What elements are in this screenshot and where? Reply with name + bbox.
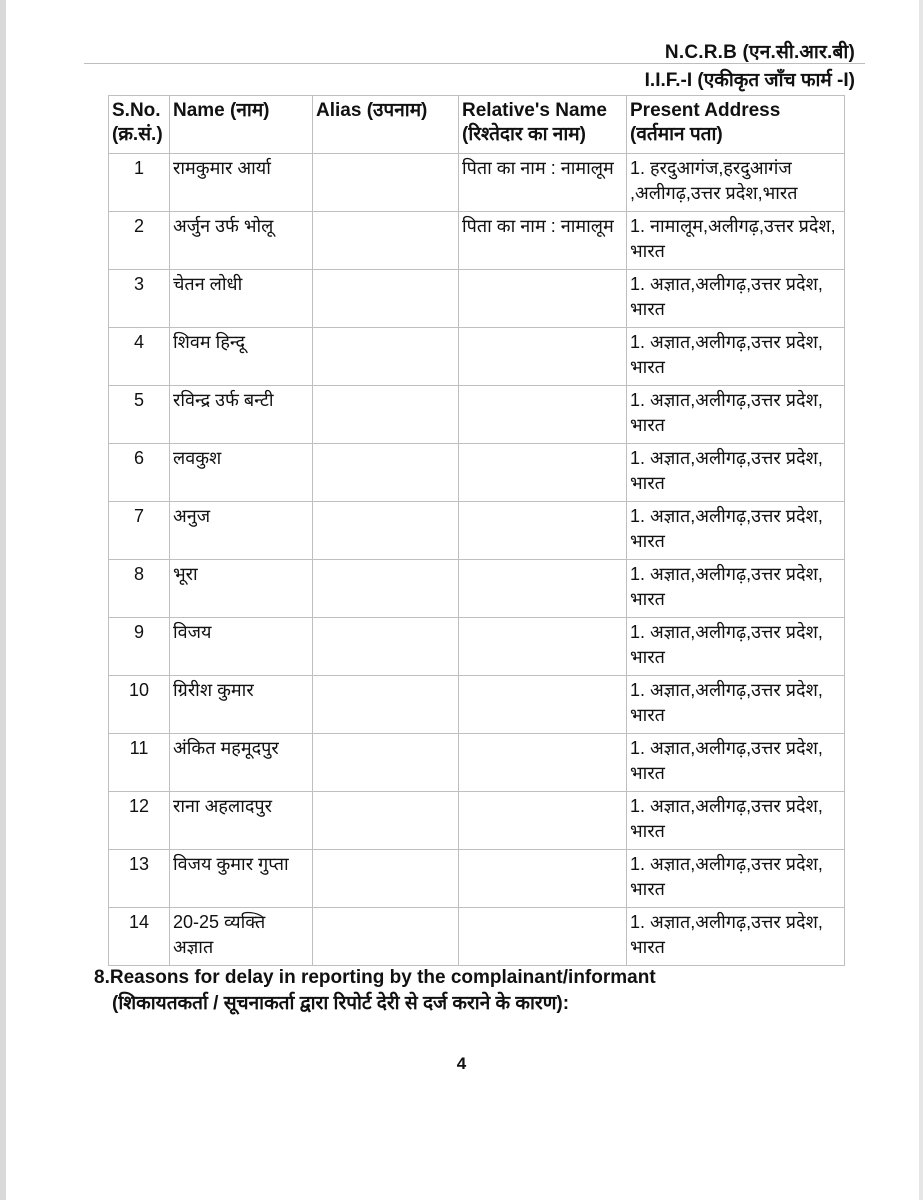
cell-sno: 8 (109, 560, 170, 618)
cell-alias (313, 618, 459, 676)
cell-name: 20-25 व्यक्ति अज्ञात (170, 908, 313, 966)
scan-border-left (0, 0, 6, 1200)
cell-relative (459, 734, 627, 792)
scan-border-right (919, 0, 923, 1200)
col-header-name (170, 96, 313, 154)
cell-sno: 6 (109, 444, 170, 502)
cell-sno: 4 (109, 328, 170, 386)
table-row (109, 212, 845, 270)
col-header-name-en: Name (नाम) (173, 100, 270, 121)
cell-sno: 9 (109, 618, 170, 676)
table-row (109, 154, 845, 212)
header-divider (84, 63, 865, 64)
cell-relative (459, 618, 627, 676)
cell-alias (313, 444, 459, 502)
cell-address: 1. अज्ञात,अलीगढ़,उत्तर प्रदेश, भारत (627, 618, 845, 676)
col-header-alias-en: Alias (उपनाम) (316, 100, 428, 121)
table-row (109, 734, 845, 792)
cell-relative: पिता का नाम : नामालूम (459, 212, 627, 270)
cell-relative (459, 386, 627, 444)
cell-alias (313, 908, 459, 966)
col-header-sno (109, 96, 170, 154)
cell-sno: 12 (109, 792, 170, 850)
cell-name: विजय (170, 618, 313, 676)
cell-relative (459, 502, 627, 560)
cell-sno: 7 (109, 502, 170, 560)
table-row (109, 386, 845, 444)
cell-address: 1. अज्ञात,अलीगढ़,उत्तर प्रदेश, भारत (627, 270, 845, 328)
cell-relative (459, 676, 627, 734)
col-header-address (627, 96, 845, 154)
header-form-title: I.I.F.-I (एकीकृत जाँच फार्म -I) (644, 70, 855, 91)
col-header-relative (459, 96, 627, 154)
col-header-address-en: Present Address (630, 100, 781, 121)
col-header-sno-hi: (क्र.सं.) (112, 124, 163, 145)
cell-address: 1. अज्ञात,अलीगढ़,उत्तर प्रदेश, भारत (627, 676, 845, 734)
cell-sno: 14 (109, 908, 170, 966)
table-row (109, 270, 845, 328)
cell-name: लवकुश (170, 444, 313, 502)
section-8 (94, 965, 656, 1017)
section-8-subtitle: (शिकायतकर्ता / सूचनाकर्ता द्वारा रिपोर्ट देरी से दर्ज कराने के कारण): (112, 993, 570, 1014)
cell-name: अंकित महमूदपुर (170, 734, 313, 792)
cell-address: 1. अज्ञात,अलीगढ़,उत्तर प्रदेश, भारत (627, 502, 845, 560)
cell-address: 1. अज्ञात,अलीगढ़,उत्तर प्रदेश, भारत (627, 328, 845, 386)
cell-relative (459, 850, 627, 908)
cell-address: 1. हरदुआगंज,हरदुआगंज ,अलीगढ़,उत्तर प्रदेश,भारत (627, 154, 845, 212)
cell-alias (313, 154, 459, 212)
cell-address: 1. अज्ञात,अलीगढ़,उत्तर प्रदेश, भारत (627, 850, 845, 908)
cell-alias (313, 676, 459, 734)
table-row (109, 676, 845, 734)
section-8-title: 8.Reasons for delay in reporting by the complainant/informant (94, 967, 656, 988)
cell-alias (313, 792, 459, 850)
cell-sno: 2 (109, 212, 170, 270)
cell-address: 1. अज्ञात,अलीगढ़,उत्तर प्रदेश, भारत (627, 560, 845, 618)
cell-name: चेतन लोधी (170, 270, 313, 328)
table-row (109, 792, 845, 850)
col-header-relative-hi: (रिश्तेदार का नाम) (462, 124, 586, 145)
cell-relative: पिता का नाम : नामालूम (459, 154, 627, 212)
accused-table (108, 95, 845, 966)
cell-sno: 13 (109, 850, 170, 908)
header-ncrb: N.C.R.B (एन.सी.आर.बी) (664, 42, 855, 63)
cell-address: 1. नामालूम,अलीगढ़,उत्तर प्रदेश, भारत (627, 212, 845, 270)
cell-address: 1. अज्ञात,अलीगढ़,उत्तर प्रदेश, भारत (627, 386, 845, 444)
table-row (109, 502, 845, 560)
cell-alias (313, 212, 459, 270)
cell-relative (459, 270, 627, 328)
cell-alias (313, 328, 459, 386)
cell-alias (313, 386, 459, 444)
cell-alias (313, 850, 459, 908)
cell-relative (459, 908, 627, 966)
col-header-sno-en: S.No. (112, 100, 161, 121)
cell-relative (459, 328, 627, 386)
cell-sno: 10 (109, 676, 170, 734)
cell-name: भूरा (170, 560, 313, 618)
cell-alias (313, 502, 459, 560)
col-header-address-hi: (वर्तमान पता) (630, 124, 723, 145)
cell-relative (459, 444, 627, 502)
cell-sno: 3 (109, 270, 170, 328)
col-header-alias (313, 96, 459, 154)
cell-name: अनुज (170, 502, 313, 560)
cell-address: 1. अज्ञात,अलीगढ़,उत्तर प्रदेश, भारत (627, 792, 845, 850)
table-row (109, 618, 845, 676)
cell-name: अर्जुन उर्फ भोलू (170, 212, 313, 270)
cell-address: 1. अज्ञात,अलीगढ़,उत्तर प्रदेश, भारत (627, 734, 845, 792)
cell-address: 1. अज्ञात,अलीगढ़,उत्तर प्रदेश, भारत (627, 444, 845, 502)
cell-relative (459, 792, 627, 850)
cell-alias (313, 560, 459, 618)
cell-name: राना अहलादपुर (170, 792, 313, 850)
cell-name: शिवम हिन्दू (170, 328, 313, 386)
table-row (109, 850, 845, 908)
page-number: 4 (456, 1054, 467, 1073)
cell-alias (313, 734, 459, 792)
cell-name: विजय कुमार गुप्ता (170, 850, 313, 908)
col-header-relative-en: Relative's Name (462, 100, 607, 121)
cell-name: रविन्द्र उर्फ बन्टी (170, 386, 313, 444)
cell-sno: 1 (109, 154, 170, 212)
cell-alias (313, 270, 459, 328)
table-row (109, 328, 845, 386)
cell-sno: 5 (109, 386, 170, 444)
cell-name: रामकुमार आर्या (170, 154, 313, 212)
table-header-row (109, 96, 845, 154)
cell-relative (459, 560, 627, 618)
table-row (109, 908, 845, 966)
table-row (109, 444, 845, 502)
cell-address: 1. अज्ञात,अलीगढ़,उत्तर प्रदेश, भारत (627, 908, 845, 966)
table-row (109, 560, 845, 618)
cell-sno: 11 (109, 734, 170, 792)
cell-name: ग्रिरीश कुमार (170, 676, 313, 734)
